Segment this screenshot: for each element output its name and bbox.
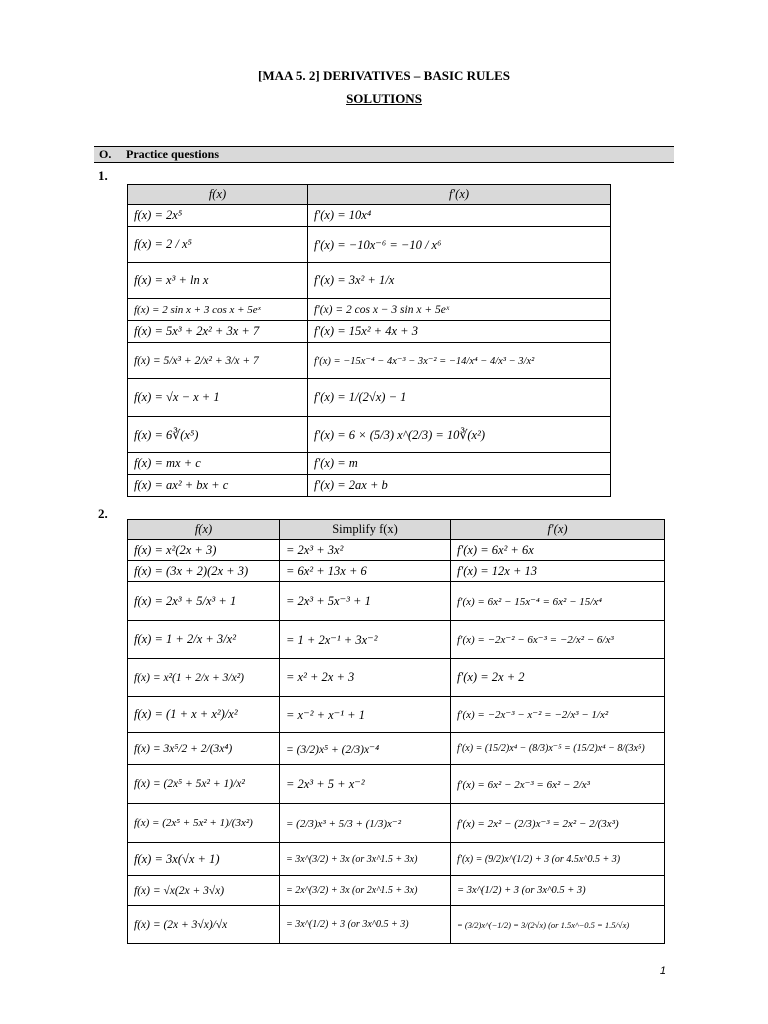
table-header-row (128, 520, 665, 540)
section-name: Practice questions (126, 147, 219, 161)
derivative-cell: f′(x) = −2x⁻³ − x⁻² = −2/x³ − 1/x² (451, 697, 665, 733)
column-header: f′(x) (308, 185, 611, 205)
derivative-cell: f′(x) = 2ax + b (308, 475, 611, 497)
section-heading (94, 146, 674, 163)
simplified-cell: = (3/2)x⁵ + (2/3)x⁻⁴ (280, 733, 451, 765)
page-number: 1 (659, 965, 666, 977)
section-letter: O. (99, 147, 112, 161)
derivative-cell: f′(x) = (15/2)x⁴ − (8/3)x⁻⁵ = (15/2)x⁴ − 8/(3x⁵) (451, 733, 665, 765)
table-row (128, 205, 611, 227)
derivative-cell: f′(x) = 2x² − (2/3)x⁻³ = 2x² − 2/(3x³) (451, 804, 665, 843)
table-row (128, 540, 665, 561)
table-row (128, 417, 611, 453)
table-row (128, 475, 611, 497)
function-cell: f(x) = 3x⁵/2 + 2/(3x⁴) (128, 733, 280, 765)
question-2-number: 2. (98, 506, 108, 521)
function-cell: f(x) = x²(1 + 2/x + 3/x²) (128, 659, 280, 697)
table-row (128, 299, 611, 321)
table-row (128, 621, 665, 659)
table-row (128, 843, 665, 876)
function-cell: f(x) = 5/x³ + 2/x² + 3/x + 7 (128, 343, 308, 379)
function-cell: f(x) = (3x + 2)(2x + 3) (128, 561, 280, 582)
derivative-cell: f′(x) = −2x⁻² − 6x⁻³ = −2/x² − 6/x³ (451, 621, 665, 659)
column-header: Simplify f(x) (280, 520, 451, 540)
simplified-cell: = 3x^(3/2) + 3x (or 3x^1.5 + 3x) (280, 843, 451, 876)
simplified-cell: = 2x³ + 3x² (280, 540, 451, 561)
function-cell: f(x) = 2 sin x + 3 cos x + 5eˣ (128, 299, 308, 321)
function-cell: f(x) = 5x³ + 2x² + 3x + 7 (128, 321, 308, 343)
table-row (128, 343, 611, 379)
derivative-cell: f′(x) = 12x + 13 (451, 561, 665, 582)
derivative-cell: f′(x) = 2x + 2 (451, 659, 665, 697)
function-cell: f(x) = 6∛(x⁵) (128, 417, 308, 453)
table-row (128, 453, 611, 475)
function-cell: f(x) = 2x³ + 5/x³ + 1 (128, 582, 280, 621)
derivative-cell: f′(x) = (9/2)x^(1/2) + 3 (or 4.5x^0.5 + 3) (451, 843, 665, 876)
derivative-cell: f′(x) = 15x² + 4x + 3 (308, 321, 611, 343)
table-row (128, 906, 665, 944)
table-row (128, 582, 665, 621)
derivative-cell: f′(x) = 6x² − 2x⁻³ = 6x² − 2/x³ (451, 765, 665, 804)
table-row (128, 804, 665, 843)
table-row (128, 765, 665, 804)
simplified-cell: = (2/3)x³ + 5/3 + (1/3)x⁻² (280, 804, 451, 843)
table-row (128, 561, 665, 582)
simplified-cell: = 3x^(1/2) + 3 (or 3x^0.5 + 3) (280, 906, 451, 944)
function-cell: f(x) = 3x(√x + 1) (128, 843, 280, 876)
function-cell: f(x) = √x(2x + 3√x) (128, 876, 280, 906)
column-header: f′(x) (451, 520, 665, 540)
table-row (128, 227, 611, 263)
column-header: f(x) (128, 520, 280, 540)
function-cell: f(x) = (1 + x + x²)/x² (128, 697, 280, 733)
derivative-cell: f′(x) = 10x⁴ (308, 205, 611, 227)
table-row (128, 263, 611, 299)
table-row (128, 876, 665, 906)
table-header-row (128, 185, 611, 205)
function-cell: f(x) = √x − x + 1 (128, 379, 308, 417)
function-cell: f(x) = 1 + 2/x + 3/x² (128, 621, 280, 659)
derivative-cell: f′(x) = −10x⁻⁶ = −10 / x⁶ (308, 227, 611, 263)
simplified-cell: = 6x² + 13x + 6 (280, 561, 451, 582)
derivative-cell: f′(x) = 3x² + 1/x (308, 263, 611, 299)
function-cell: f(x) = ax² + bx + c (128, 475, 308, 497)
simplified-cell: = 1 + 2x⁻¹ + 3x⁻² (280, 621, 451, 659)
function-cell: f(x) = x²(2x + 3) (128, 540, 280, 561)
derivative-cell: f′(x) = m (308, 453, 611, 475)
derivative-cell: = (3/2)x^(−1/2) = 3/(2√x) (or 1.5x^−0.5 = 1.5/√x) (451, 906, 665, 944)
function-cell: f(x) = mx + c (128, 453, 308, 475)
derivative-cell: f′(x) = 1/(2√x) − 1 (308, 379, 611, 417)
derivative-cell: f′(x) = 6 × (5/3) x^(2/3) = 10∛(x²) (308, 417, 611, 453)
document-title: [MAA 5. 2] DERIVATIVES – BASIC RULES (258, 68, 510, 83)
table-row (128, 733, 665, 765)
derivative-cell: f′(x) = −15x⁻⁴ − 4x⁻³ − 3x⁻² = −14/x⁴ − 4/x³ − 3/x² (308, 343, 611, 379)
function-cell: f(x) = x³ + ln x (128, 263, 308, 299)
simplified-cell: = 2x^(3/2) + 3x (or 2x^1.5 + 3x) (280, 876, 451, 906)
derivative-cell: f′(x) = 6x² − 15x⁻⁴ = 6x² − 15/x⁴ (451, 582, 665, 621)
document-subtitle: SOLUTIONS (346, 91, 422, 106)
function-cell: f(x) = (2x⁵ + 5x² + 1)/x² (128, 765, 280, 804)
table-row (128, 697, 665, 733)
table-row (128, 379, 611, 417)
table-row (128, 659, 665, 697)
question-1-table (127, 184, 611, 497)
question-2-table (127, 519, 665, 944)
simplified-cell: = 2x³ + 5 + x⁻² (280, 765, 451, 804)
function-cell: f(x) = (2x⁵ + 5x² + 1)/(3x²) (128, 804, 280, 843)
table-row (128, 321, 611, 343)
simplified-cell: = x⁻² + x⁻¹ + 1 (280, 697, 451, 733)
simplified-cell: = 2x³ + 5x⁻³ + 1 (280, 582, 451, 621)
derivative-cell: f′(x) = 2 cos x − 3 sin x + 5eˣ (308, 299, 611, 321)
function-cell: f(x) = (2x + 3√x)/√x (128, 906, 280, 944)
derivative-cell: = 3x^(1/2) + 3 (or 3x^0.5 + 3) (451, 876, 665, 906)
column-header: f(x) (128, 185, 308, 205)
derivative-cell: f′(x) = 6x² + 6x (451, 540, 665, 561)
function-cell: f(x) = 2 / x⁵ (128, 227, 308, 263)
question-1-number: 1. (98, 168, 108, 183)
simplified-cell: = x² + 2x + 3 (280, 659, 451, 697)
function-cell: f(x) = 2x⁵ (128, 205, 308, 227)
